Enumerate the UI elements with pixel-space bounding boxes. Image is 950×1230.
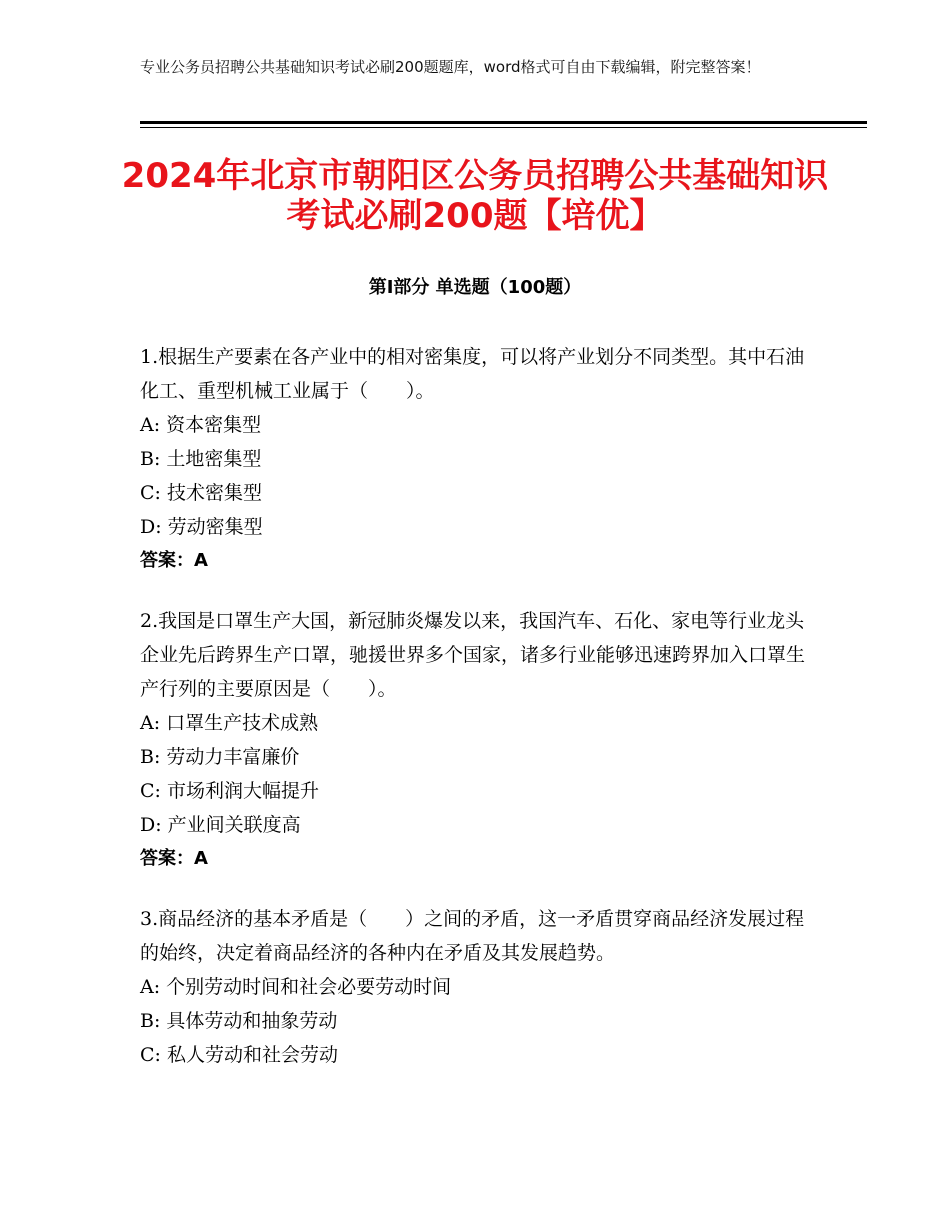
option-c: C: 技术密集型 [140,482,262,504]
question-2 [140,604,820,876]
option-a: A: 资本密集型 [140,414,262,436]
option-b: B: 具体劳动和抽象劳动 [140,1010,338,1032]
option-c: C: 私人劳动和社会劳动 [140,1044,338,1066]
answer-label: 答案：A [140,848,208,869]
option-b: B: 劳动力丰富廉价 [140,746,300,768]
question-list [140,340,820,1098]
option-d: D: 劳动密集型 [140,516,263,538]
question-1 [140,340,820,578]
answer-label: 答案：A [140,550,208,571]
option-b: B: 土地密集型 [140,448,262,470]
header-note: 专业公务员招聘公共基础知识考试必刷200题题库，word格式可自由下载编辑，附完整答案！ [140,58,761,76]
option-d: D: 产业间关联度高 [140,814,301,836]
header-divider-thin [140,127,867,128]
section-title: 第Ⅰ部分 单选题（100题） [368,277,582,298]
question-3 [140,902,820,1072]
question-stem: 3.商品经济的基本矛盾是（ ）之间的矛盾，这一矛盾贯穿商品经济发展过程的始终，决定着商品经济的各种内在矛盾及其发展趋势。 [140,908,805,964]
header-divider-thick [140,121,867,124]
option-c: C: 市场利润大幅提升 [140,780,319,802]
question-stem: 2.我国是口罩生产大国，新冠肺炎爆发以来，我国汽车、石化、家电等行业龙头企业先后跨界生产口罩，驰援世界多个国家，诸多行业能够迅速跨界加入口罩生产行列的主要原因是（ ）。 [140,610,806,700]
document-title: 2024年北京市朝阳区公务员招聘公共基础知识考试必刷200题【培优】 [121,156,829,236]
option-a: A: 个别劳动时间和社会必要劳动时间 [140,976,452,998]
option-a: A: 口罩生产技术成熟 [140,712,319,734]
question-stem: 1.根据生产要素在各产业中的相对密集度，可以将产业划分不同类型。其中石油化工、重型机械工业属于（ ）。 [140,346,805,402]
